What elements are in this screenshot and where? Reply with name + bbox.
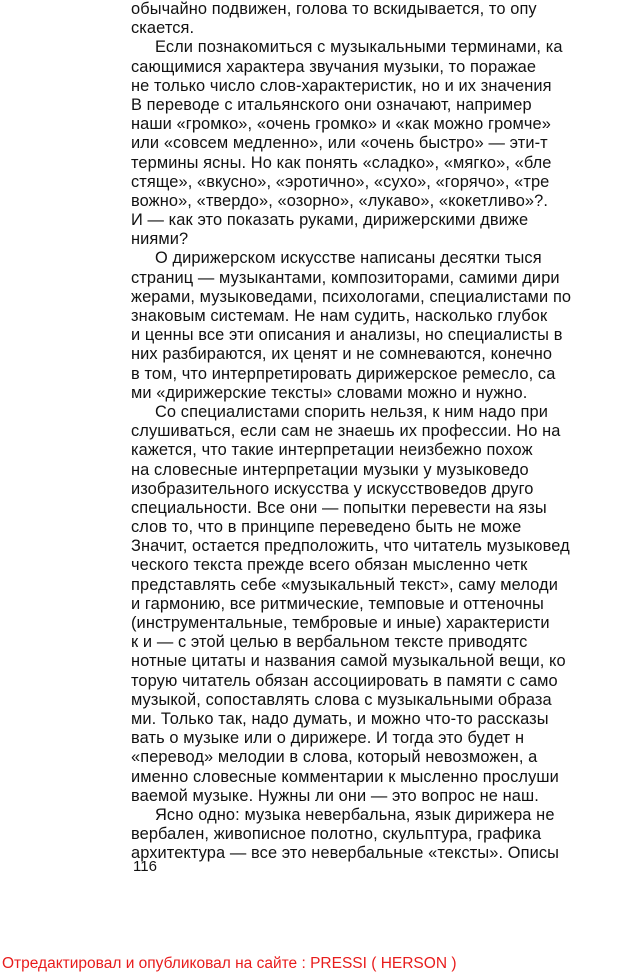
publisher-footer: Отредактировал и опубликовал на сайте : PRESSI ( HERSON ): [2, 955, 457, 972]
text-line: на словесные интерпретации музыки у музыковедо: [131, 460, 529, 479]
page-number: 116: [133, 858, 157, 875]
text-line: к и — с этой целью в вербальном тексте приводятс: [131, 633, 528, 652]
text-line: Если познакомиться с музыкальными терминами, ка: [155, 38, 563, 57]
text-line: (инструментальные, тембровые и иные) характеристи: [131, 614, 550, 632]
text-line: нотные цитаты и названия самой музыкальной вещи, ко: [131, 652, 566, 671]
text-line: И — как это показать руками, дирижерскими движе: [131, 211, 529, 230]
text-line: ми «дирижерские тексты» словами можно и нужно.: [131, 383, 528, 402]
text-line: и гармонию, все ритмические, темповые и оттеночны: [131, 594, 544, 613]
text-line: или «совсем медленно», или «очень быстро» — эти-т: [131, 134, 548, 153]
text-line: кажется, что такие интерпретации неизбежно похож: [131, 441, 533, 460]
text-line: ниями?: [131, 230, 189, 249]
text-line: наши «громко», «очень громко» и «как можно громче»: [131, 115, 551, 134]
text-line: торую читатель обязан ассоциировать в памяти с само: [131, 671, 558, 690]
text-line: них разбираются, их ценят и не сомневаются, конечно: [131, 345, 553, 364]
text-line: Значит, остается предположить, что читатель музыковед: [131, 537, 570, 556]
text-line: представлять себе «музыкальный текст», саму мелоди: [131, 575, 558, 594]
text-line: именно словесные комментарии к мысленно прослуши: [131, 767, 559, 786]
text-line: слов то, что в принципе переведено быть не може: [131, 518, 522, 537]
text-line: О дирижерском искусстве написаны десятки тыся: [155, 249, 542, 268]
text-line: Ясно одно: музыка невербальна, язык дирижера не: [155, 805, 555, 824]
text-line: музыкой, сопоставлять слова с музыкальными образа: [131, 690, 552, 709]
text-line: ми. Только так, надо думать, и можно что-то рассказы: [131, 709, 549, 728]
text-line: специальности. Все они — попытки перевести на язы: [131, 498, 547, 517]
text-line: знаковым системам. Не нам судить, насколько глубок: [131, 307, 548, 325]
text-line: ваемой музыке. Нужны ли они — это вопрос не наш.: [131, 786, 539, 805]
text-line: скается.: [131, 19, 195, 38]
text-line: ческого текста прежде всего обязан мысленно четк: [131, 556, 528, 575]
text-line: вербален, живописное полотно, скульптура, графика: [131, 825, 542, 844]
text-line: страниц — музыкантами, композиторами, самими дири: [131, 268, 560, 287]
page-body-text: [131, 0, 620, 863]
text-line: не только число слов-характеристик, но и их значения: [131, 76, 552, 95]
text-line: В переводе с итальянского они означают, например: [131, 95, 532, 114]
text-line: архитектура — все это невербальные «тексты». Описы: [131, 844, 560, 863]
text-line: и ценны все эти описания и анализы, но специалисты в: [131, 326, 563, 345]
text-line: в том, что интерпретировать дирижерское ремесло, са: [131, 364, 556, 383]
text-line: изобразительного искусства у искусствоведов друго: [131, 479, 534, 498]
text-line: вать о музыке или о дирижере. И тогда это будет н: [131, 729, 525, 748]
text-line: жерами, музыковедами, психологами, специалистами по: [131, 287, 572, 306]
text-line: Со специалистами спорить нельзя, к ним надо при: [155, 402, 548, 421]
text-line: стяще», «вкусно», «эротично», «сухо», «горячо», «тре: [131, 172, 550, 191]
text-line: сающимися характера звучания музыки, то поражае: [131, 57, 537, 76]
text-line: термины ясны. Но как понять «сладко», «мягко», «бле: [131, 153, 552, 172]
text-line: вожно», «твердо», «озорно», «лукаво», «кокетливо»?.: [131, 191, 549, 210]
text-line: обычайно подвижен, голова то вскидывается, то опу: [131, 0, 537, 18]
text-line: «перевод» мелодии в слова, который невозможен, а: [131, 748, 538, 767]
text-line: слушиваться, если сам не знаешь их профессии. Но на: [131, 422, 561, 441]
